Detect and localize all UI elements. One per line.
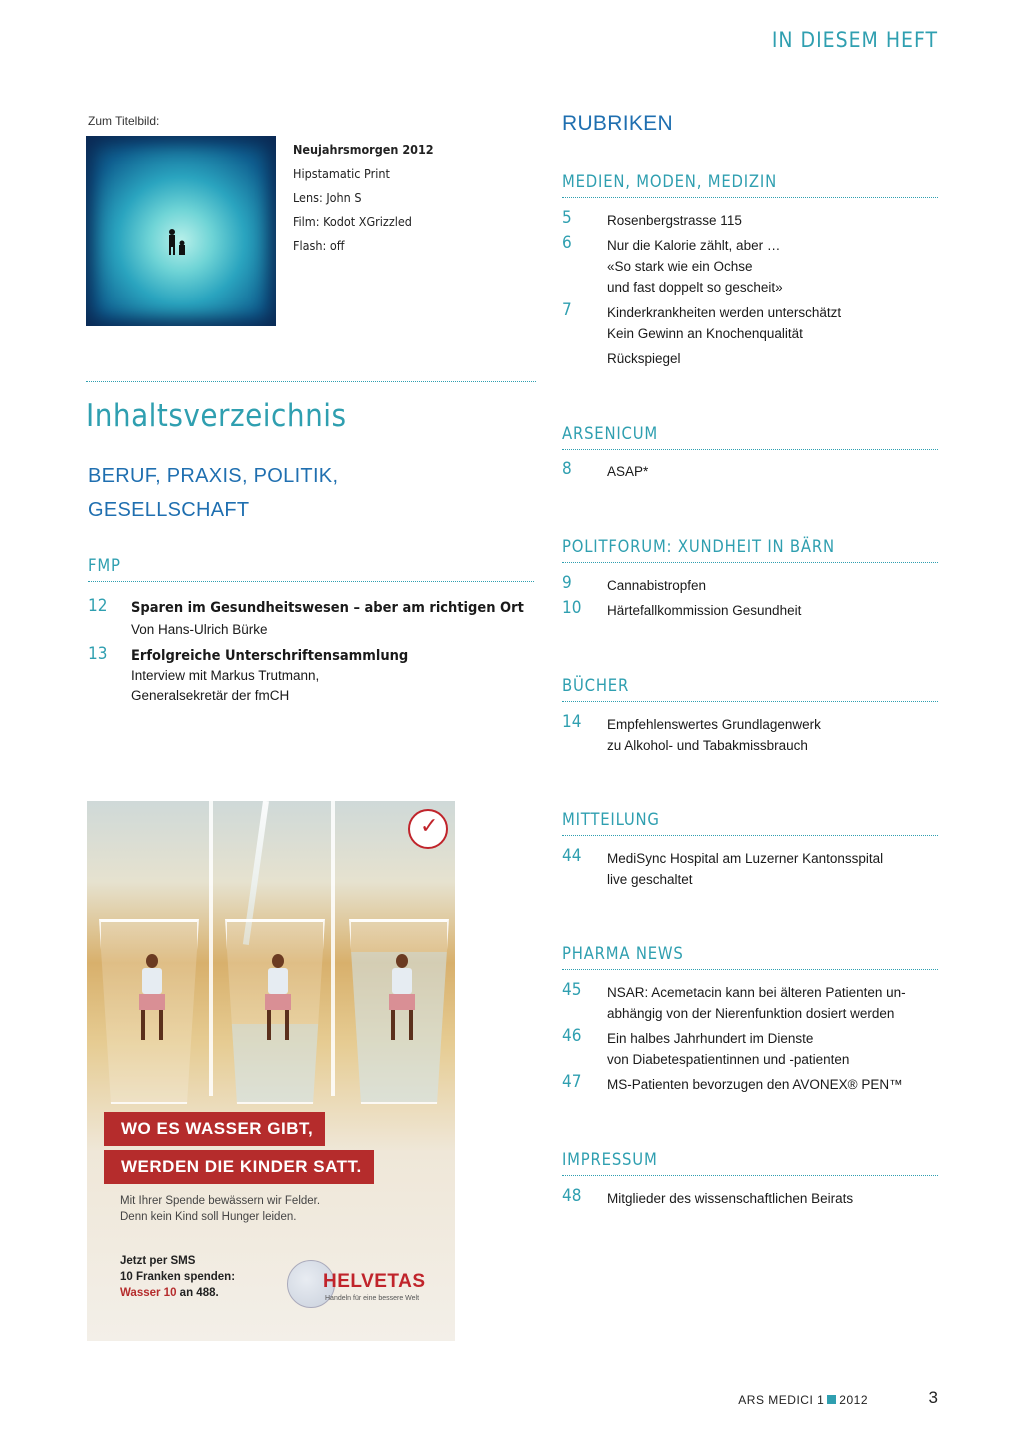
- entry-title: Sparen im Gesundheitswesen – aber am richtigen Ort: [131, 600, 524, 616]
- ad-sms-line-2: 10 Franken spenden:: [120, 1271, 236, 1283]
- left-divider: [86, 381, 536, 382]
- ad-body-line-2: Denn kein Kind soll Hunger leiden.: [120, 1211, 297, 1223]
- entry-line: MediSync Hospital am Luzerner Kantonsspital: [607, 851, 884, 866]
- section-heading-mitteilung: MITTEILUNG: [562, 810, 938, 836]
- entry-line: von Diabetespatientinnen und -patienten: [607, 1052, 850, 1067]
- entry-line: Ein halbes Jahrhundert im Dienste: [607, 1031, 814, 1046]
- entry-line: Kinderkrankheiten werden unterschätzt: [607, 305, 842, 320]
- section-heading-fmp: FMP: [88, 556, 534, 582]
- entry-page-number: 47: [562, 1072, 582, 1092]
- entry-page-number: 14: [562, 712, 582, 732]
- footer-year: 2012: [839, 1393, 868, 1407]
- cover-line-3: Film: Kodot XGrizzled: [293, 214, 412, 229]
- glass-full: [349, 919, 449, 1104]
- header-title: IN DIESEM HEFT: [771, 28, 938, 52]
- ad-body-text: [120, 1193, 320, 1225]
- entry-page-number: 44: [562, 846, 582, 866]
- helvetas-tagline: Handeln für eine bessere Welt: [325, 1295, 420, 1302]
- glass-half-full: [225, 919, 325, 1104]
- entry-line: Härtefallkommission Gesundheit: [607, 603, 802, 618]
- entry-page-number: 9: [562, 573, 572, 593]
- toc-subtitle-line-1: BERUF, PRAXIS, POLITIK,: [88, 465, 339, 487]
- glass-empty: [99, 919, 199, 1104]
- section-heading-pharma: PHARMA NEWS: [562, 944, 938, 970]
- entry-page-number: 12: [88, 596, 108, 616]
- entry-line: Cannabistropfen: [607, 578, 707, 593]
- section-heading-impressum: IMPRESSUM: [562, 1150, 938, 1176]
- section-heading-medien: MEDIEN, MODEN, MEDIZIN: [562, 172, 938, 198]
- cover-silhouette-icon: [164, 226, 192, 256]
- helvetas-logo: HELVETAS: [323, 1271, 426, 1292]
- entry-line: Empfehlenswertes Grundlagenwerk: [607, 717, 821, 732]
- entry-line: und fast doppelt so gescheit»: [607, 280, 783, 295]
- entry-page-number: 7: [562, 300, 572, 320]
- cover-title: Neujahrsmorgen 2012: [293, 142, 434, 157]
- footer-journal-name: ARS MEDICI 1: [738, 1393, 825, 1407]
- entry-title: Erfolgreiche Unterschriftensammlung: [131, 648, 409, 664]
- entry-page-number: 6: [562, 233, 572, 253]
- ad-sms-callout: [120, 1253, 235, 1301]
- ad-panel-divider: [331, 801, 335, 1096]
- page-number: 3: [928, 1388, 938, 1407]
- entry-sub-2: Generalsekretär der fmCH: [131, 688, 290, 703]
- ad-sms-line-3: [120, 1285, 235, 1301]
- cover-image: [86, 136, 276, 326]
- entry-line: Nur die Kalorie zählt, aber …: [607, 238, 781, 253]
- toc-title: Inhaltsverzeichnis: [86, 398, 347, 434]
- cover-label: Zum Titelbild:: [88, 114, 160, 128]
- section-heading-politforum: POLITFORUM: XUNDHEIT IN BÄRN: [562, 537, 938, 563]
- cover-line-4: Flash: off: [293, 238, 345, 253]
- child-figure: [265, 954, 291, 1040]
- entry-line: Kein Gewinn an Knochenqualität: [607, 326, 803, 341]
- entry-line: NSAR: Acemetacin kann bei älteren Patienten un-: [607, 985, 906, 1000]
- ad-sms-number: an 488.: [176, 1287, 219, 1299]
- entry-line: MS-Patienten bevorzugen den AVONEX® PEN™: [607, 1077, 903, 1092]
- cover-line-1: Hipstamatic Print: [293, 166, 390, 181]
- footer-journal: [738, 1393, 868, 1407]
- entry-line: Rückspiegel: [607, 351, 681, 366]
- entry-line: abhängig von der Nierenfunktion dosiert werden: [607, 1006, 895, 1021]
- child-figure: [139, 954, 165, 1040]
- entry-page-number: 5: [562, 208, 572, 228]
- ad-headline-1: WO ES WASSER GIBT,: [104, 1112, 325, 1146]
- toc-subtitle: [88, 459, 388, 527]
- entry-page-number: 8: [562, 459, 572, 479]
- ad-body-line-1: Mit Ihrer Spende bewässern wir Felder.: [120, 1195, 321, 1207]
- entry-author: Von Hans-Ulrich Bürke: [131, 622, 268, 637]
- entry-line: Rosenbergstrasse 115: [607, 213, 742, 228]
- toc-subtitle-line-2: GESELLSCHAFT: [88, 499, 250, 521]
- ad-panel-divider: [209, 801, 213, 1096]
- entry-page-number: 48: [562, 1186, 582, 1206]
- section-heading-buecher: BÜCHER: [562, 676, 938, 702]
- entry-page-number: 13: [88, 644, 108, 664]
- entry-page-number: 45: [562, 980, 582, 1000]
- entry-line: ASAP*: [607, 464, 649, 479]
- entry-line: Mitglieder des wissenschaftlichen Beirats: [607, 1191, 854, 1206]
- entry-sub-1: Interview mit Markus Trutmann,: [131, 668, 320, 683]
- entry-line: zu Alkohol- und Tabakmissbrauch: [607, 738, 808, 753]
- cover-line-2: Lens: John S: [293, 190, 362, 205]
- entry-line: live geschaltet: [607, 872, 693, 887]
- entry-line: «So stark wie ein Ochse: [607, 259, 753, 274]
- rubriken-title: RUBRIKEN: [562, 112, 673, 135]
- entry-page-number: 10: [562, 598, 582, 618]
- section-heading-arsenicum: ARSENICUM: [562, 424, 938, 450]
- helvetas-advertisement: [87, 801, 455, 1341]
- ad-sms-line-1: Jetzt per SMS: [120, 1255, 196, 1267]
- cover-info: [293, 138, 434, 258]
- footer-square-icon: [827, 1395, 836, 1404]
- zewo-seal-icon: ✓: [408, 809, 448, 849]
- ad-headline-2: WERDEN DIE KINDER SATT.: [104, 1150, 374, 1184]
- ad-sms-keyword: Wasser 10: [120, 1287, 177, 1299]
- child-figure: [389, 954, 415, 1040]
- entry-page-number: 46: [562, 1026, 582, 1046]
